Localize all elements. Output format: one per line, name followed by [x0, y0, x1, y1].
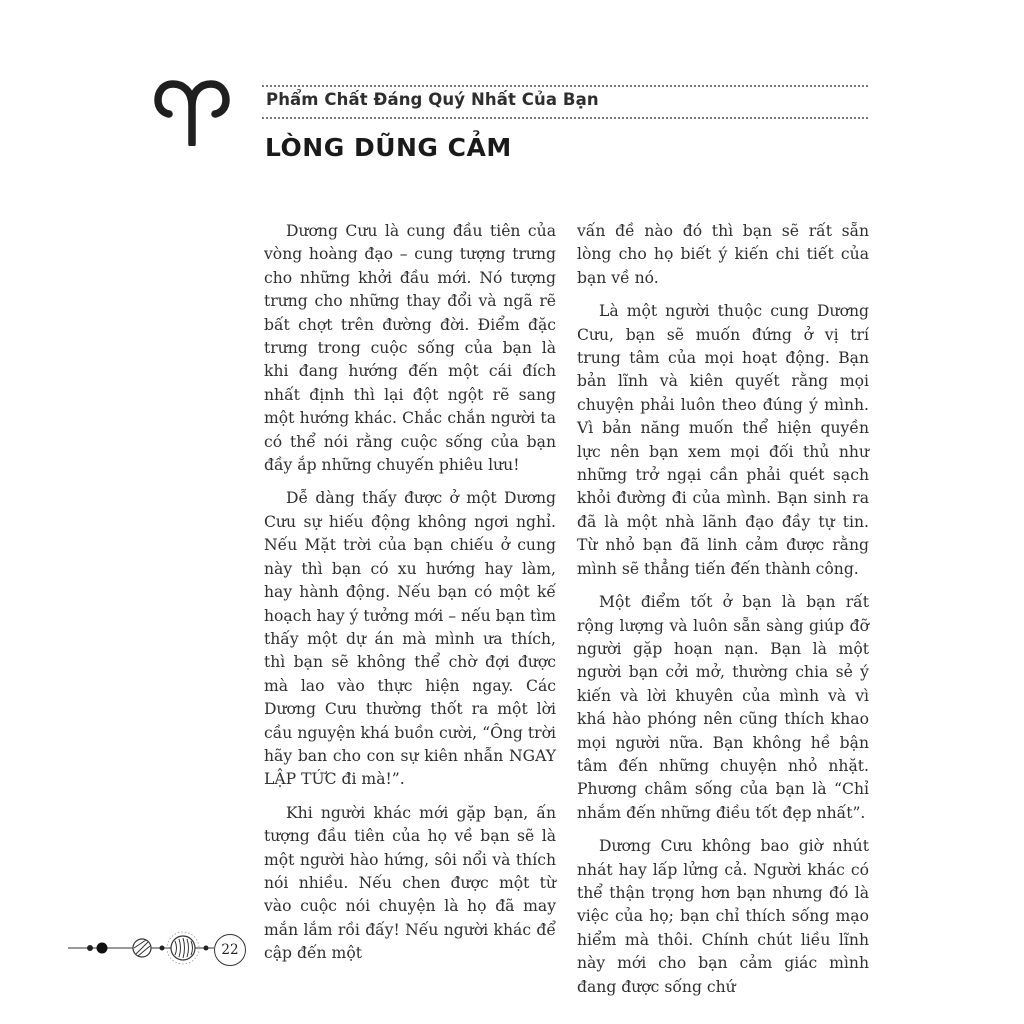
paragraph: Một điểm tốt ở bạn là bạn rất rộng lượng và luôn sẵn sàng giúp đỡ người gặp hoạn nạn. Bạn là một người bạn cởi mở, thường chia sẻ ý kiến và lời khuyên của mình và vì khá hào phóng nên cũng thích khao mọi người nữa. Bạn không hề bận tâm đến những chuyện nhỏ nhặt. Phương châm sống của bạn là “Chỉ nhắm đến những điều tốt đẹp nhất”.	[577, 593, 869, 822]
page-number: 22	[214, 934, 246, 966]
paragraph: Dương Cưu không bao giờ nhút nhát hay lấp lửng cả. Người khác có thể thận trọng hơn bạn nhưng đó là việc của họ; bạn chỉ thích sống mạo hiểm mà thôi. Chính chút liều lĩnh này mới cho bạn cảm giác mình đang được sống chứ	[577, 837, 869, 996]
header-divider-top	[262, 85, 868, 87]
paragraph: vấn đề nào đó thì bạn sẽ rất sẵn lòng cho họ biết ý kiến chi tiết của bạn về nó.	[577, 222, 869, 287]
header-divider-bottom	[262, 117, 868, 119]
aries-icon	[152, 80, 232, 146]
right-column	[577, 220, 869, 1009]
chapter-subtitle: Phẩm Chất Đáng Quý Nhất Của Bạn	[266, 90, 599, 109]
paragraph: Khi người khác mới gặp bạn, ấn tượng đầu tiên của họ về bạn sẽ là một người hào hứng, sôi nổi và thích nói nhiều. Nếu chen được một từ vào cuộc nói chuyện là họ đã may mắn lắm rồi đấy! Nếu người khác để cập đến một	[264, 803, 556, 963]
page-title: LÒNG DŨNG CẢM	[265, 133, 512, 162]
left-column	[264, 220, 556, 976]
paragraph: Dễ dàng thấy được ở một Dương Cưu sự hiếu động không ngơi nghỉ. Nếu Mặt trời của bạn chiếu ở cung này thì bạn có xu hướng hay làm, hay hành động. Nếu bạn có một kế hoạch hay ý tưởng mới – nếu bạn tìm thấy một dự án mà mình ưa thích, thì bạn sẽ không thể chờ đợi được mà lao vào thực hiện ngay. Các Dương Cưu thường thốt ra một lời cầu nguyện khá buồn cười, “Ông trời hãy ban cho con sự kiên nhẫn NGAY LẬP TỨC đi mà!”.	[264, 489, 556, 789]
paragraph: Là một người thuộc cung Dương Cưu, bạn sẽ muốn đứng ở vị trí trung tâm của mọi hoạt động. Bạn bản lĩnh và kiên quyết rằng mọi chuyện phải luôn theo đúng ý mình. Vì bản năng muốn thể hiện quyền lực nên bạn xem mọi đối thủ như những trở ngại cần phải quét sạch khỏi đường đi của mình. Bạn sinh ra đã là một nhà lãnh đạo đầy tự tin. Từ nhỏ bạn đã linh cảm được rằng mình sẽ thẳng tiến đến thành công.	[577, 302, 869, 578]
paragraph: Dương Cưu là cung đầu tiên của vòng hoàng đạo – cung tượng trưng cho những khởi đầu mới. Nó tượng trưng cho những thay đổi và ngã rẽ bất chợt trên đường đời. Điểm đặc trưng trong cuộc sống của bạn là khi đang hướng đến một cái đích nhất định thì lại đột ngột rẽ sang một hướng khác. Chắc chắn người ta có thể nói rằng cuộc sống của bạn đầy ắp những chuyến phiêu lưu!	[264, 222, 556, 475]
